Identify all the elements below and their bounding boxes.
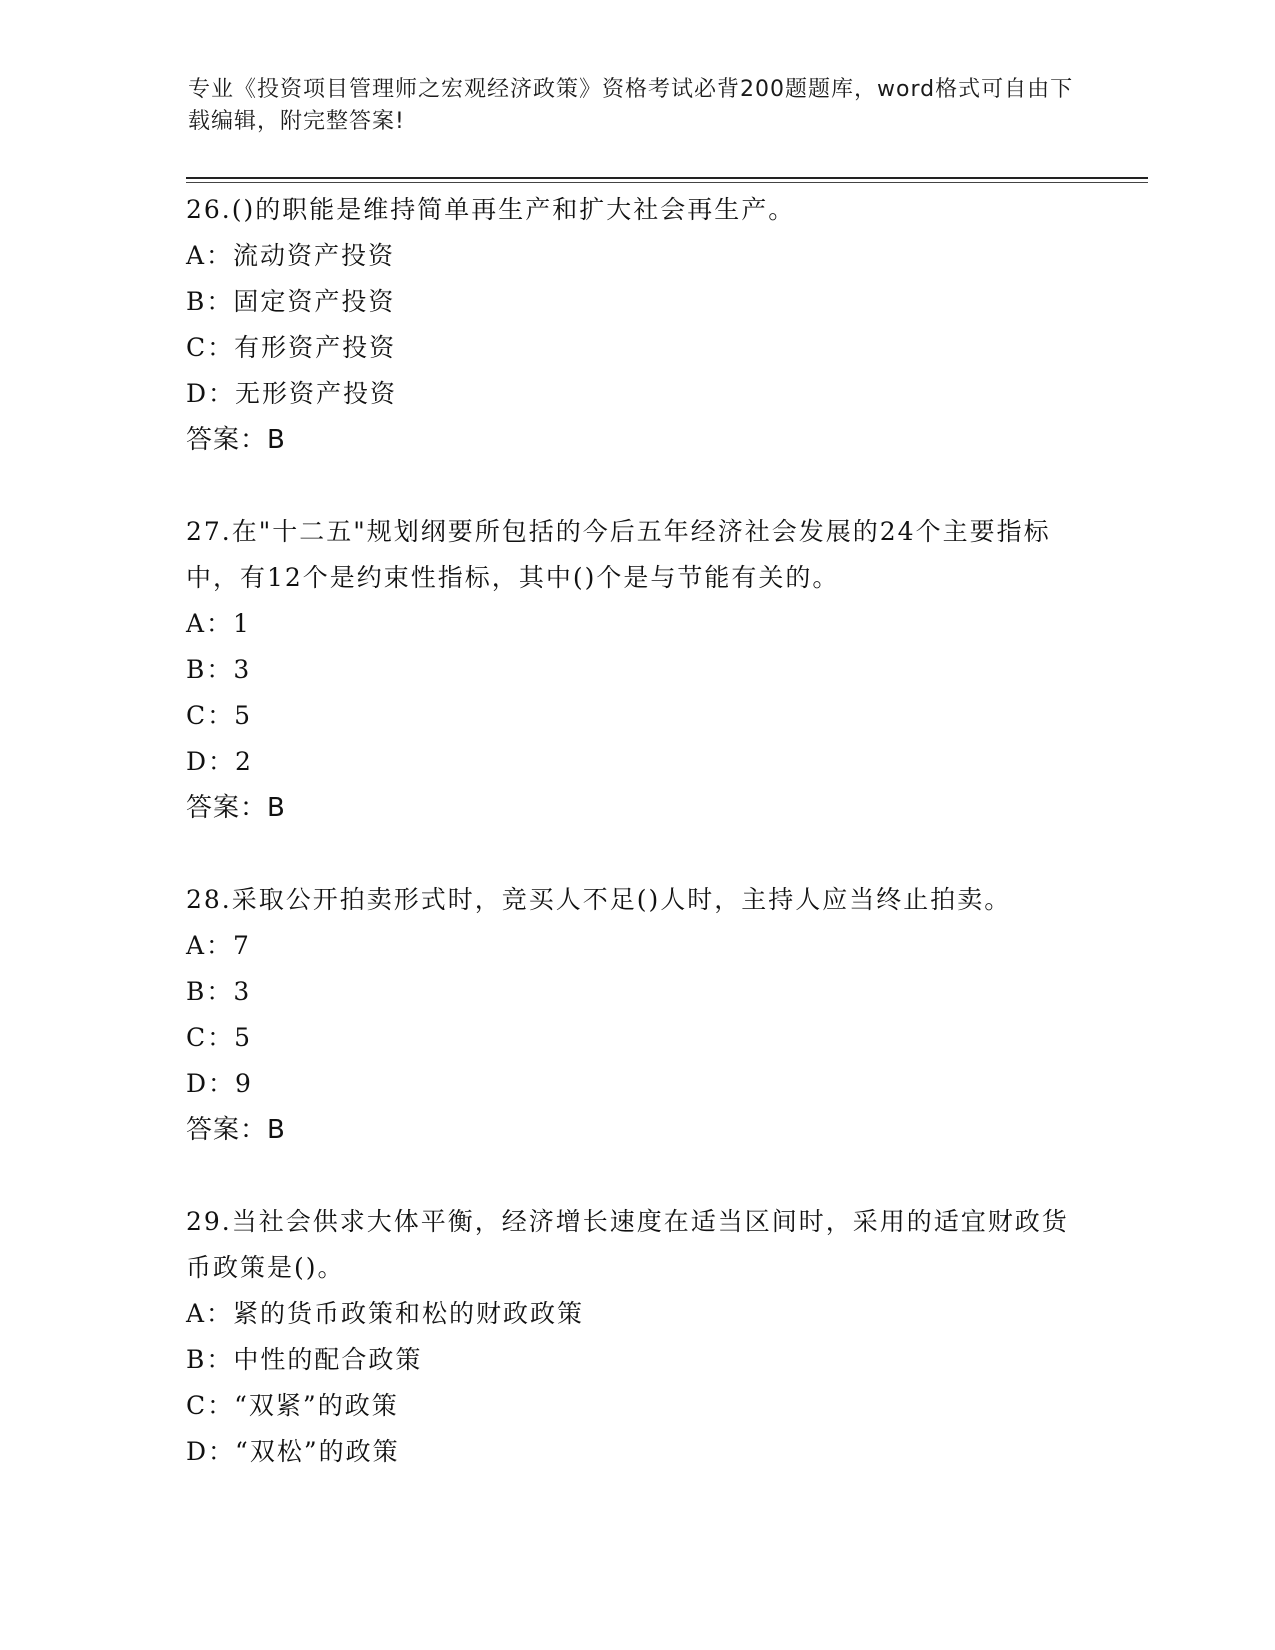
question-29: [186, 1199, 1086, 1475]
option-d: D：“双松”的政策: [186, 1437, 400, 1466]
option-c: C：有形资产投资: [186, 333, 397, 362]
question-stem: 28.采取公开拍卖形式时，竞买人不足()人时，主持人应当终止拍卖。: [186, 885, 1012, 914]
option-a: A：紧的货币政策和松的财政政策: [186, 1299, 585, 1328]
option-c: C：5: [186, 701, 253, 730]
option-a: A：7: [186, 931, 251, 960]
option-d: D：无形资产投资: [186, 379, 398, 408]
question-stem: 27.在"十二五"规划纲要所包括的今后五年经济社会发展的24个主要指标中，有12个是约束性指标，其中()个是与节能有关的。: [186, 517, 1051, 592]
option-a: A：流动资产投资: [186, 241, 396, 270]
option-c: C：5: [186, 1023, 253, 1052]
question-28: [186, 877, 1086, 1153]
option-a: A：1: [186, 609, 251, 638]
option-b: B：中性的配合政策: [186, 1345, 423, 1374]
header-rule-thick: [186, 177, 1148, 179]
option-b: B：3: [186, 977, 252, 1006]
question-list: [186, 187, 1086, 1521]
option-b: B：固定资产投资: [186, 287, 396, 316]
question-stem: 26.()的职能是维持简单再生产和扩大社会再生产。: [186, 195, 796, 224]
answer: 答案：B: [186, 793, 286, 823]
answer: 答案：B: [186, 1115, 286, 1145]
option-b: B：3: [186, 655, 252, 684]
question-26: [186, 187, 1086, 463]
question-stem: 29.当社会供求大体平衡，经济增长速度在适当区间时，采用的适宜财政货币政策是()。: [186, 1207, 1069, 1282]
question-27: [186, 509, 1086, 831]
header-rule-thin: [186, 182, 1148, 183]
answer: 答案：B: [186, 425, 286, 455]
option-d: D：9: [186, 1069, 253, 1098]
option-c: C：“双紧”的政策: [186, 1391, 399, 1420]
option-d: D：2: [186, 747, 253, 776]
document-header: 专业《投资项目管理师之宏观经济政策》资格考试必背200题题库，word格式可自由下载编辑，附完整答案!: [188, 77, 1074, 134]
